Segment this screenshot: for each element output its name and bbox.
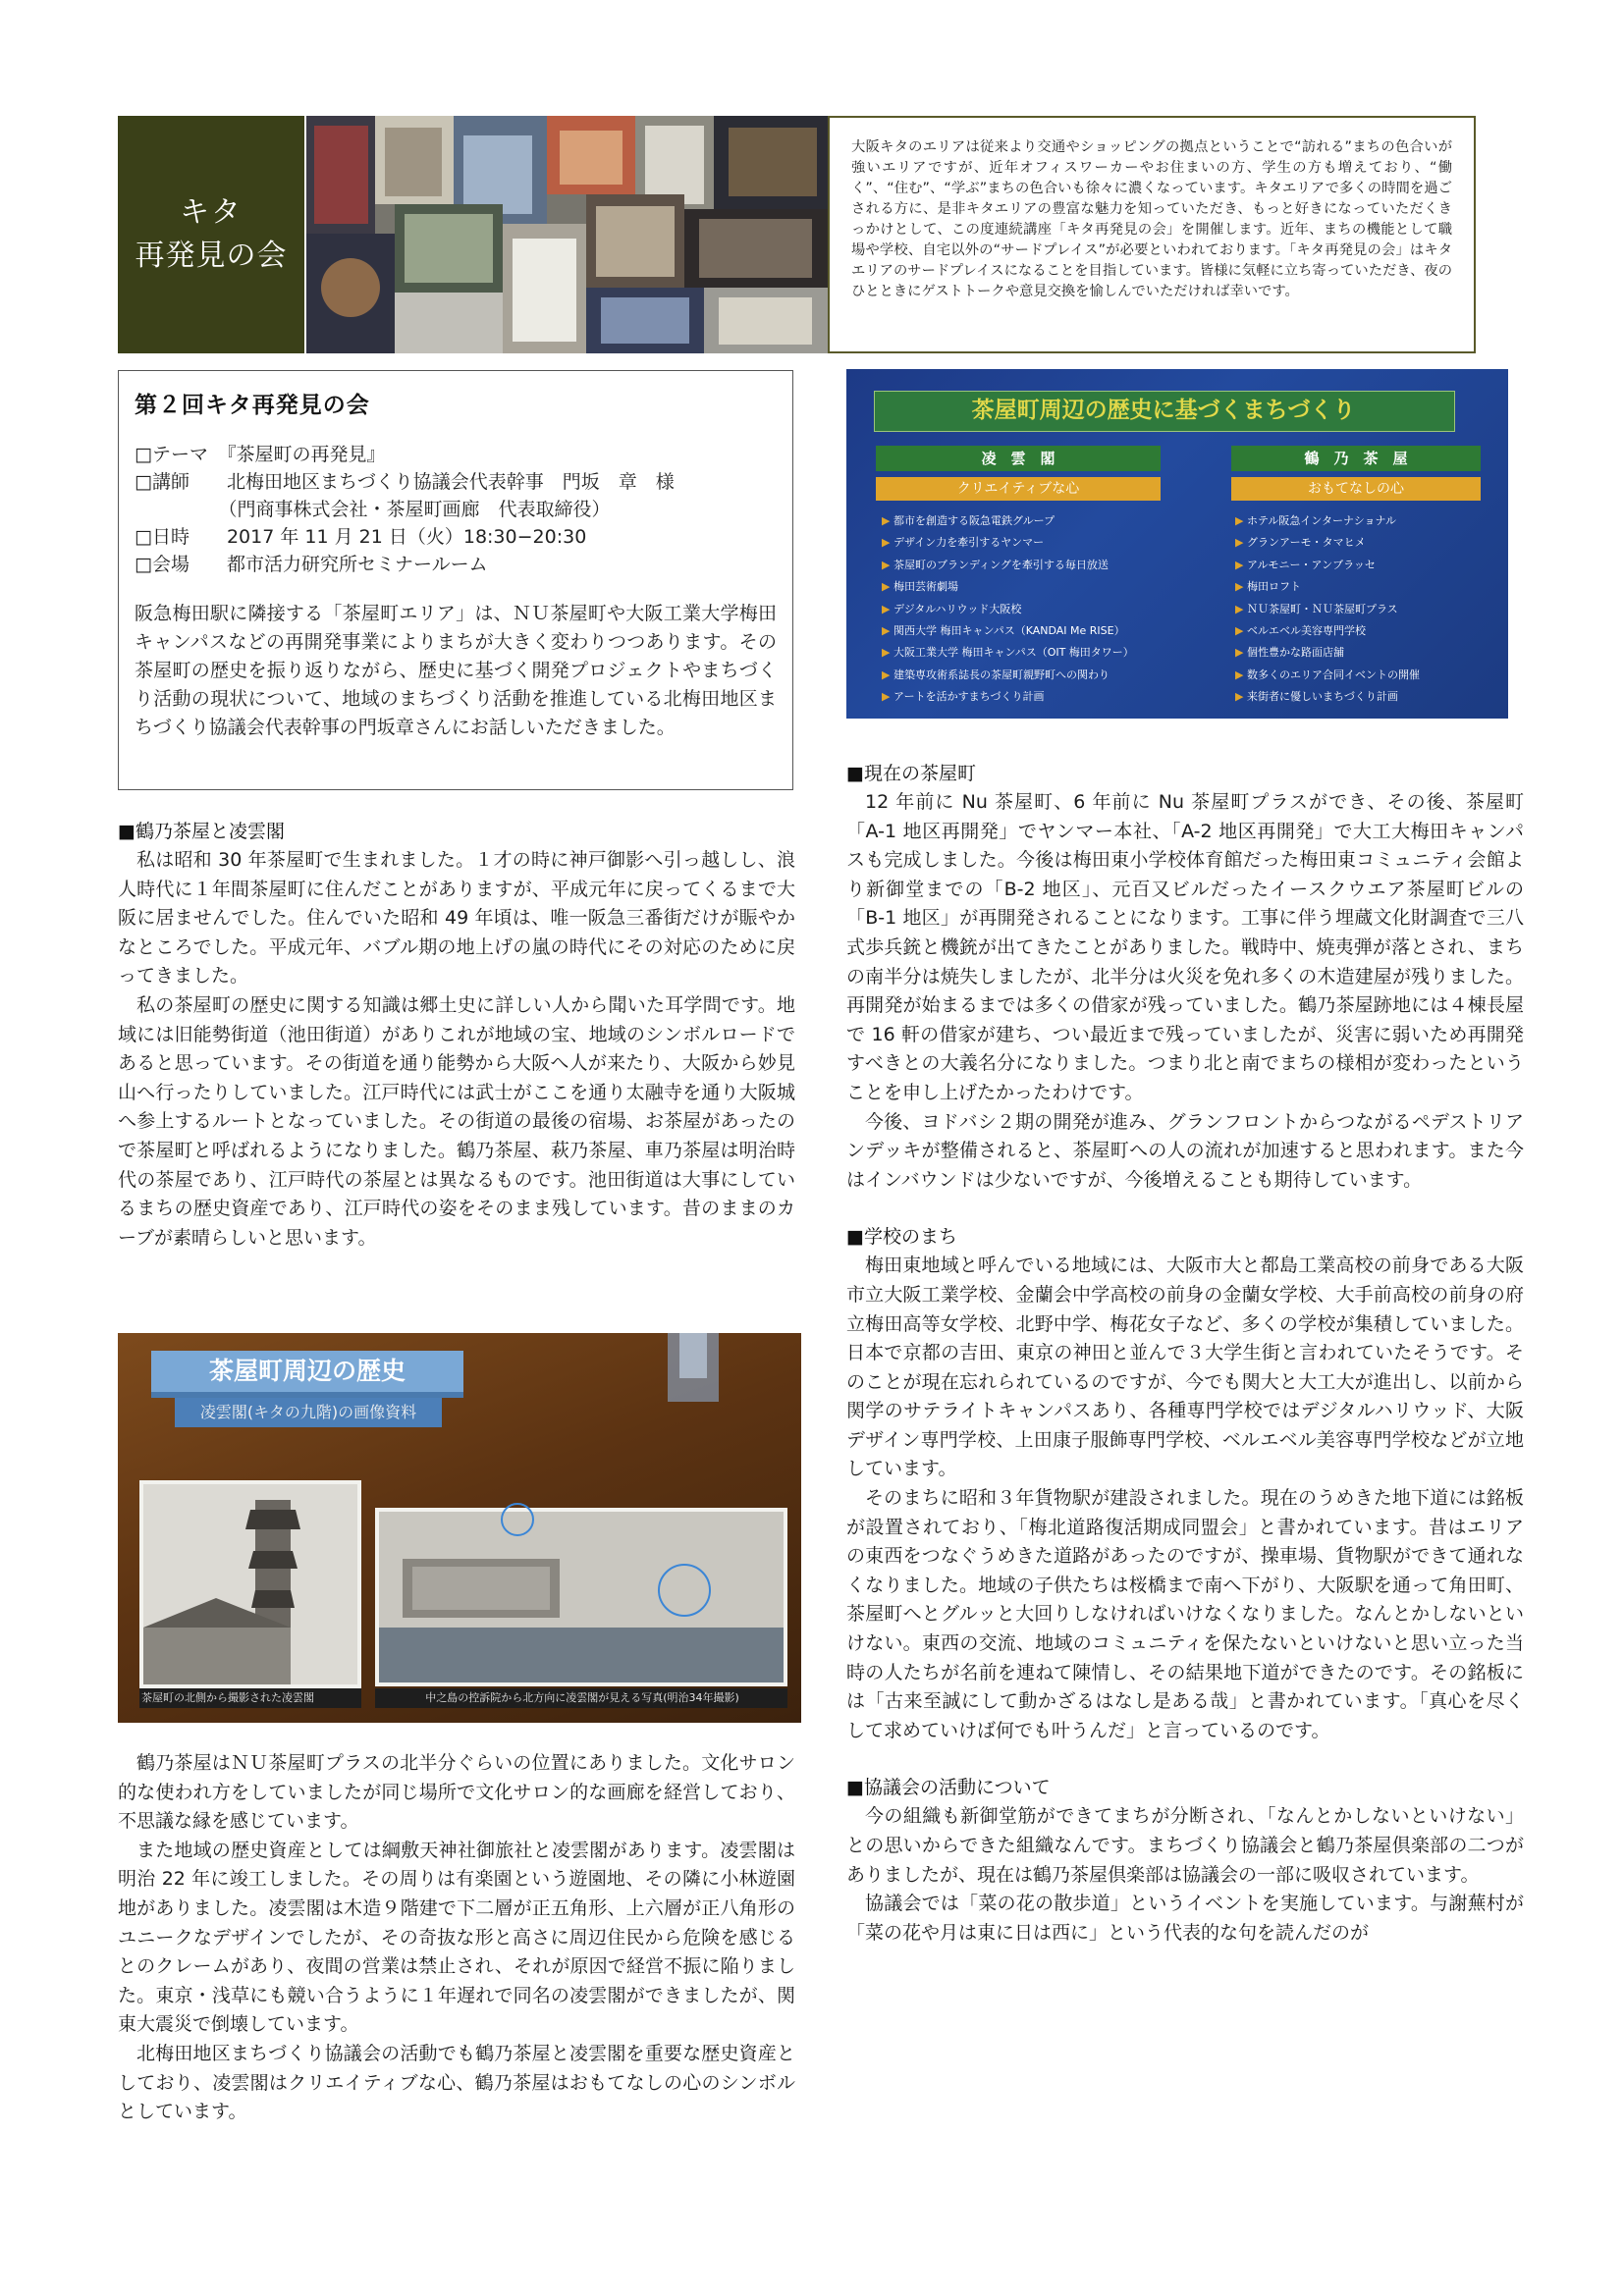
paragraph: 梅田東地域と呼んでいる地域には、大阪市大と都島工業高校の前身である大阪市立大阪工業学校、金蘭会中学高校の前身の金蘭女学校、大手前高校の前身の府立梅田高等女学校、北野中学、梅花女子など、多くの学校が集積していました。日本で京都の吉田、東京の神田と並んで３大学生街と言われていたそうです。そのことが現在忘れられているのですが、今でも関大と大工大が進出し、以前から関学のサテライトキャンパスあり、各種専門学校ではデジタルハリウッド、大阪デザイン専門学校、上田康子服飾専門学校、ベルエベル美容専門学校などが立地しています。 — [846, 1255, 1524, 1480]
list-item: ▶ デザイン力を牽引するヤンマー — [882, 536, 1045, 550]
event-lecturer: □講師 北梅田地区まちづくり協議会代表幹事 門坂 章 様 — [135, 471, 675, 493]
left-subheading: クリエイティブな心 — [876, 477, 1161, 501]
paragraph: 12 年前に Nu 茶屋町、6 年前に Nu 茶屋町プラスができ、その後、茶屋町「A-1 地区再開発」でヤンマー本社、「A-2 地区再開発」で大工大梅田キャンパスも完成しました。今後は梅田東小学校体育館だった梅田東コミュニティ会館より新御堂までの「B-2 地区」、元百又ビルだったイースクウエア茶屋町ビルの「B-1 地区」が再開発されることになります。工事に伴う埋蔵文化財調査で三八式歩兵銃と機銃が出てきたことがありました。戦時中、焼夷弾が落とされ、まちの南半分は焼失しましたが、北半分は火災を免れ多くの木造建屋が残りました。再開発が始まるまでは多くの借家が残っていました。鶴乃茶屋跡地には４棟長屋で 16 軒の借家が建ち、つい最近まで残っていましたが、災害に弱いため再開発すべきとの大義名分になりました。つまり北と南でまちの様相が変わったということを申し上げたかったわけです。 — [846, 791, 1524, 1103]
paragraph: 今後、ヨドバシ２期の開発が進み、グランフロントからつながるペデストリアンデッキが整備されると、茶屋町への人の流れが加速すると思われます。また今はインバウンドは少ないですが、今後増えることも期待しています。 — [846, 1110, 1524, 1191]
list-item: ▶ デジタルハリウッド大阪校 — [882, 602, 1022, 615]
logo-line-1: キタ — [180, 195, 243, 230]
paragraph: 私は昭和 30 年茶屋町で生まれました。１才の時に神戸御影へ引っ越しし、浪人時代に１年間茶屋町に住んだことがありますが、平成元年に戻ってくるまで大阪に居ませんでした。住んでいた昭和 49 年頃は、唯一阪急三番街だけが賑やかなところでした。平成元年、バブル期の地上げの嵐の時代にその対応のために戻ってきました。 — [118, 849, 795, 988]
left-heading: 凌 雲 閣 — [876, 446, 1161, 471]
paragraph: 私の茶屋町の歴史に関する知識は郷土史に詳しい人から聞いた耳学問です。地域には旧能勢街道（池田街道）がありこれが地域の宝、地域のシンボルロードであると思っています。その街道を通り能勢から大阪へ人が来たり、大阪から妙見山へ行ったりしていました。江戸時代には武士がここを通り太融寺を通り大阪城へ参上するルートとなっていました。その街道の最後の宿場、お茶屋があったので茶屋町と呼ばれるようになりました。鶴乃茶屋、萩乃茶屋、車乃茶屋は明治時代の茶屋であり、江戸時代の茶屋とは異なるものです。池田街道は大事にしているまちの歴史資産であり、江戸時代の姿をそのまま残しています。昔のままのカーブが素晴らしいと思います。 — [118, 993, 795, 1249]
machizukuri-slide — [846, 369, 1508, 719]
list-item: ▶ 来街者に優しいまちづくり計画 — [1235, 690, 1398, 704]
logo-line-2: 再発見の会 — [135, 239, 288, 273]
photo-collage — [306, 116, 829, 353]
event-summary: 阪急梅田駅に隣接する「茶屋町エリア」は、ＮＵ茶屋町や大阪工業大学梅田キャンパスなどの再開発事業によりまちが大きく変わりつつあります。その茶屋町の歴史を振り返りながら、歴史に基づく開発プロジェクトやまちづくり活動の現状について、地域のまちづくり活動を推進している北梅田地区まちづくり協議会代表幹事の門坂章さんにお話しいただきました。 — [135, 603, 777, 738]
left-item-list — [882, 510, 1206, 709]
list-item: ▶ 関西大学 梅田キャンパス（KANDAI Me RISE） — [882, 624, 1125, 638]
list-item: ▶ グランアーモ・タマヒメ — [1235, 536, 1366, 550]
slide-title: 茶屋町周辺の歴史に基づくまちづくり — [971, 398, 1356, 423]
slide-title: 茶屋町周辺の歴史 — [208, 1357, 406, 1385]
right-item-list — [1235, 510, 1500, 709]
list-item: ▶ ＮＵ茶屋町・ＮＵ茶屋町プラス — [1235, 602, 1398, 615]
list-item: ▶ ベルエベル美容専門学校 — [1235, 624, 1366, 638]
list-item: ▶ 茶屋町のブランディングを牽引する毎日放送 — [882, 558, 1109, 571]
right-subheading: おもてなしの心 — [1231, 477, 1481, 501]
event-lecturer-affiliation: （門商事株式会社・茶屋町画廊 代表取締役） — [135, 499, 611, 520]
list-item: ▶ 数多くのエリア合同イベントの開催 — [1235, 667, 1420, 681]
event-venue: □会場 都市活力研究所セミナールーム — [135, 554, 488, 575]
series-logo — [118, 116, 304, 353]
paragraph: 協議会では「菜の花の散歩道」というイベントを実施しています。与謝蕪村が「菜の花や月は東に日は西に」という代表的な句を読んだのが — [846, 1893, 1524, 1944]
list-item: ▶ 個性豊かな路面店舗 — [1235, 646, 1344, 660]
event-date: □日時 2017 年 11 月 21 日（火）18:30−20:30 — [135, 526, 587, 548]
series-introduction: 大阪キタのエリアは従来より交通やショッピングの拠点ということで“訪れる”まちの色合いが強いエリアですが、近年オフィスワーカーやお住まいの方、学生の方も増えており、“働く”、“住む”、“学ぶ”まちの色合いも徐々に濃くなっています。キタエリアで多くの時間を過ごされる方に、是非キタエリアの豊富な魅力を知っていただき、もっと好きになっていただくきっかけとして、この度連続講座「キタ再発見の会」を開催します。近年、まちの機能として職場や学校、自宅以外の“サードプレイス”が必要といわれております。「キタ再発見の会」はキタエリアのサードプレイスになることを目指しています。皆様に気軽に立ち寄っていただき、夜のひとときにゲストトークや意見交換を愉しんでいただければ幸いです。 — [828, 116, 1476, 353]
event-title: 第２回キタ再発見の会 — [135, 393, 370, 418]
photo-caption-1: 茶屋町の北側から撮影された凌雲閣 — [141, 1691, 314, 1704]
list-item: ▶ アルモニー・アンブラッセ — [1235, 558, 1376, 571]
list-item: ▶ ホテル阪急インターナショナル — [1235, 514, 1396, 527]
list-item: ▶ 建築専攻術系誌長の茶屋町親野町への関わり — [882, 667, 1110, 681]
list-item: ▶ 梅田芸術劇場 — [882, 580, 958, 594]
section-title-council-activities: ■協議会の活動について — [846, 1777, 1051, 1799]
section-title-school-town: ■学校のまち — [846, 1226, 957, 1249]
section-title-current-chayamachi: ■現在の茶屋町 — [846, 763, 976, 784]
slide-graphics — [118, 1333, 801, 1723]
list-item: ▶ 大阪工業大学 梅田キャンパス（OIT 梅田タワー） — [882, 646, 1134, 660]
list-item: ▶ アートを活かすまちづくり計画 — [882, 690, 1045, 704]
paragraph: 鶴乃茶屋はＮＵ茶屋町プラスの北半分ぐらいの位置にありました。文化サロン的な使われ方をしていましたが同じ場所で文化サロン的な画廊を経営しており、不思議な縁を感じています。 — [118, 1752, 795, 1833]
list-item: ▶ 都市を創造する阪急電鉄グループ — [882, 514, 1056, 527]
collage-image — [306, 116, 829, 353]
list-item: ▶ 梅田ロフト — [1235, 580, 1301, 594]
paragraph: 北梅田地区まちづくり協議会の活動でも鶴乃茶屋と凌雲閣を重要な歴史資産としており、凌雲閣はクリエイティブな心、鶴乃茶屋はおもてなしの心のシンボルとしています。 — [118, 2042, 795, 2123]
right-heading: 鶴 乃 茶 屋 — [1231, 446, 1481, 471]
left-column-lower — [118, 1749, 795, 2127]
paragraph: そのまちに昭和３年貨物駅が建設されました。現在のうめきた地下道には銘板が設置されており、「梅北道路復活期成同盟会」と書かれています。昔はエリアの東西をつなぐうめきた道路があったのですが、操車場、貨物駅ができて通れなくなりました。地域の子供たちは桜橋まで南へ下がり、大阪駅を通って角田町、茶屋町へとグルッと大回りしなければいけなくなりました。なんとかしないといけない。東西の交流、地域のコミュニティを保たないといけないと思い立った当時の人たちが名前を連ねて陳情し、その結果地下道ができたのです。その銘板には「古来至誠にして動かざるはなし是ある哉」と書かれています。「真心を尽くして求めていけば何でも叶うんだ」と言っているのです。 — [846, 1487, 1524, 1741]
right-column — [846, 760, 1524, 1948]
paragraph: 今の組織も新御堂筋ができてまちが分断され、「なんとかしないといけない」との思いからできた組織なんです。まちづくり協議会と鶴乃茶屋倶楽部の二つがありましたが、現在は鶴乃茶屋倶楽部は協議会の一部に吸収されています。 — [846, 1805, 1524, 1886]
paragraph: また地域の歴史資産としては綱敷天神社御旅社と凌雲閣があります。凌雲閣は明治 22 年に竣工しました。その周りは有楽園という遊園地、その隣に小林遊園地がありました。凌雲閣は木造９階建で下二層が正五角形、上六層が正八角形のユニークなデザインでしたが、その奇抜な形と高さに周辺住民から危険を感じるとのクレームがあり、夜間の営業は禁止され、それが原因で経営不振に陥りました。東京・浅草にも競い合うように１年遅れで同名の凌雲閣ができましたが、関東大震災で倒壊しています。 — [118, 1839, 795, 2036]
section-title-tsurunochaya: ■鶴乃茶屋と凌雲閣 — [118, 821, 285, 842]
event-theme: □テーマ 『茶屋町の再発見』 — [135, 444, 386, 465]
event-info-box — [118, 370, 793, 790]
slide-subtitle: 凌雲閣(キタの九階)の画像資料 — [199, 1403, 417, 1421]
history-slide — [118, 1333, 801, 1723]
photo-caption-2: 中之島の控訴院から北方向に凌雲閣が見える写真(明治34年撮影) — [425, 1691, 739, 1704]
left-column-upper — [118, 818, 795, 1253]
